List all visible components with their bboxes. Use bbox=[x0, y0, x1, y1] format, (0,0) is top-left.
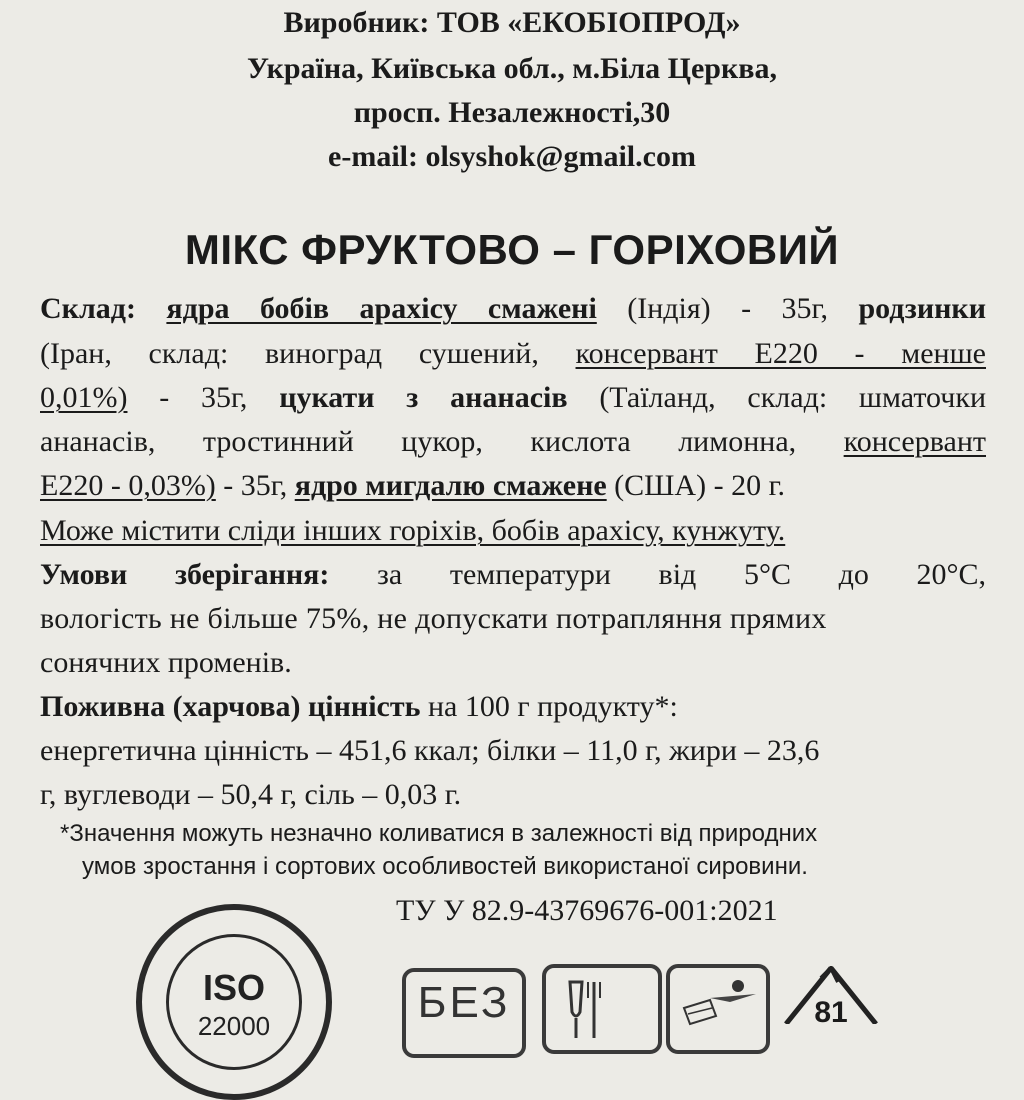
product-title: МІКС ФРУКТОВО – ГОРІХОВИЙ bbox=[184, 226, 840, 273]
nutrition-line-1 bbox=[40, 690, 678, 724]
glass-fork-icon bbox=[546, 968, 658, 1050]
nutrition-line-2: енергетична цінність – 451,6 ккал; білки – 11,0 г, жири – 23,6 bbox=[40, 734, 820, 767]
disposal-figure-icon bbox=[670, 968, 766, 1050]
composition-line-5 bbox=[40, 469, 785, 503]
ingredient-almonds: ядро мигдалю смажене bbox=[294, 469, 607, 502]
food-safe-icon bbox=[542, 964, 662, 1054]
allergen-warning: Може містити сліди інших горіхів, бобів арахісу, кунжуту. bbox=[40, 514, 786, 547]
preservative-note-1: консервант Е220 - менше bbox=[575, 337, 986, 370]
storage-line-3: сонячних променів. bbox=[40, 646, 292, 679]
composition-line-2 bbox=[40, 337, 986, 371]
ingredient-peanuts: ядра бобів арахісу смажені bbox=[166, 292, 597, 325]
nutrition-line-3: г, вуглеводи – 50,4 г, сіль – 0,03 г. bbox=[40, 778, 462, 811]
pineapple-composition: ананасів, тростинний цукор, кислота лимонна, bbox=[40, 425, 797, 458]
footnote-line-2: умов зростання і сортових особливостей використаної сировини. bbox=[82, 853, 808, 880]
manufacturer-email: e-mail: olsyshok@gmail.com bbox=[328, 140, 696, 173]
iso-22000-seal-icon bbox=[136, 904, 332, 1100]
storage-temperature: за температури від 5°С до 20°С, bbox=[377, 558, 987, 591]
manufacturer-address: Україна, Київська обл., м.Біла Церква, bbox=[247, 52, 777, 85]
storage-line-1 bbox=[40, 558, 986, 592]
iso-seal-inner-ring bbox=[166, 934, 302, 1070]
preservative-percent-2: Е220 - 0,03%) bbox=[40, 469, 216, 502]
manufacturer-street: просп. Незалежності,30 bbox=[353, 96, 671, 129]
pineapple-weight: - 35г, bbox=[223, 469, 288, 502]
preservative-note-2: консервант bbox=[843, 425, 986, 458]
raisins-weight: - 35г, bbox=[159, 381, 248, 414]
storage-label: Умови зберігання: bbox=[40, 558, 330, 591]
composition-line-1 bbox=[40, 292, 986, 326]
composition-line-3 bbox=[40, 381, 986, 415]
almonds-origin: (США) - 20 г. bbox=[614, 469, 786, 502]
composition-line-4 bbox=[40, 425, 986, 459]
tidy-man-icon bbox=[666, 964, 770, 1054]
iso-seal-top-text: ISO bbox=[202, 967, 265, 1008]
manufacturer-line: Виробник: ТОВ «ЕКОБІОПРОД» bbox=[283, 6, 741, 39]
ingredient-candied-pineapple: цукати з ананасів bbox=[279, 381, 568, 414]
technical-spec: ТУ У 82.9-43769676-001:2021 bbox=[396, 894, 778, 927]
nutrition-label: Поживна (харчова) цінність bbox=[40, 690, 421, 723]
recycle-number: 81 bbox=[814, 996, 848, 1024]
nutrition-per-100g: на 100 г продукту*: bbox=[427, 690, 678, 723]
ingredient-raisins: родзинки bbox=[858, 292, 986, 325]
footnote-line-1: *Значення можуть незначно коливатися в залежності від природних bbox=[60, 820, 818, 847]
bez-badge-text: БЕЗ bbox=[417, 978, 511, 1027]
ingredient-peanuts-origin: (Індія) - 35г, bbox=[627, 292, 828, 325]
pineapple-origin: (Таїланд, склад: шматочки bbox=[599, 381, 987, 414]
composition-label: Склад: bbox=[40, 292, 136, 325]
recycle-triangle-icon bbox=[776, 966, 886, 1024]
iso-seal-number: 22000 bbox=[197, 1011, 271, 1041]
raisins-composition: (Іран, склад: виноград сушений, bbox=[40, 337, 539, 370]
preservative-percent-1: 0,01%) bbox=[40, 381, 128, 414]
storage-line-2: вологість не більше 75%, не допускати потрапляння прямих bbox=[40, 602, 827, 635]
